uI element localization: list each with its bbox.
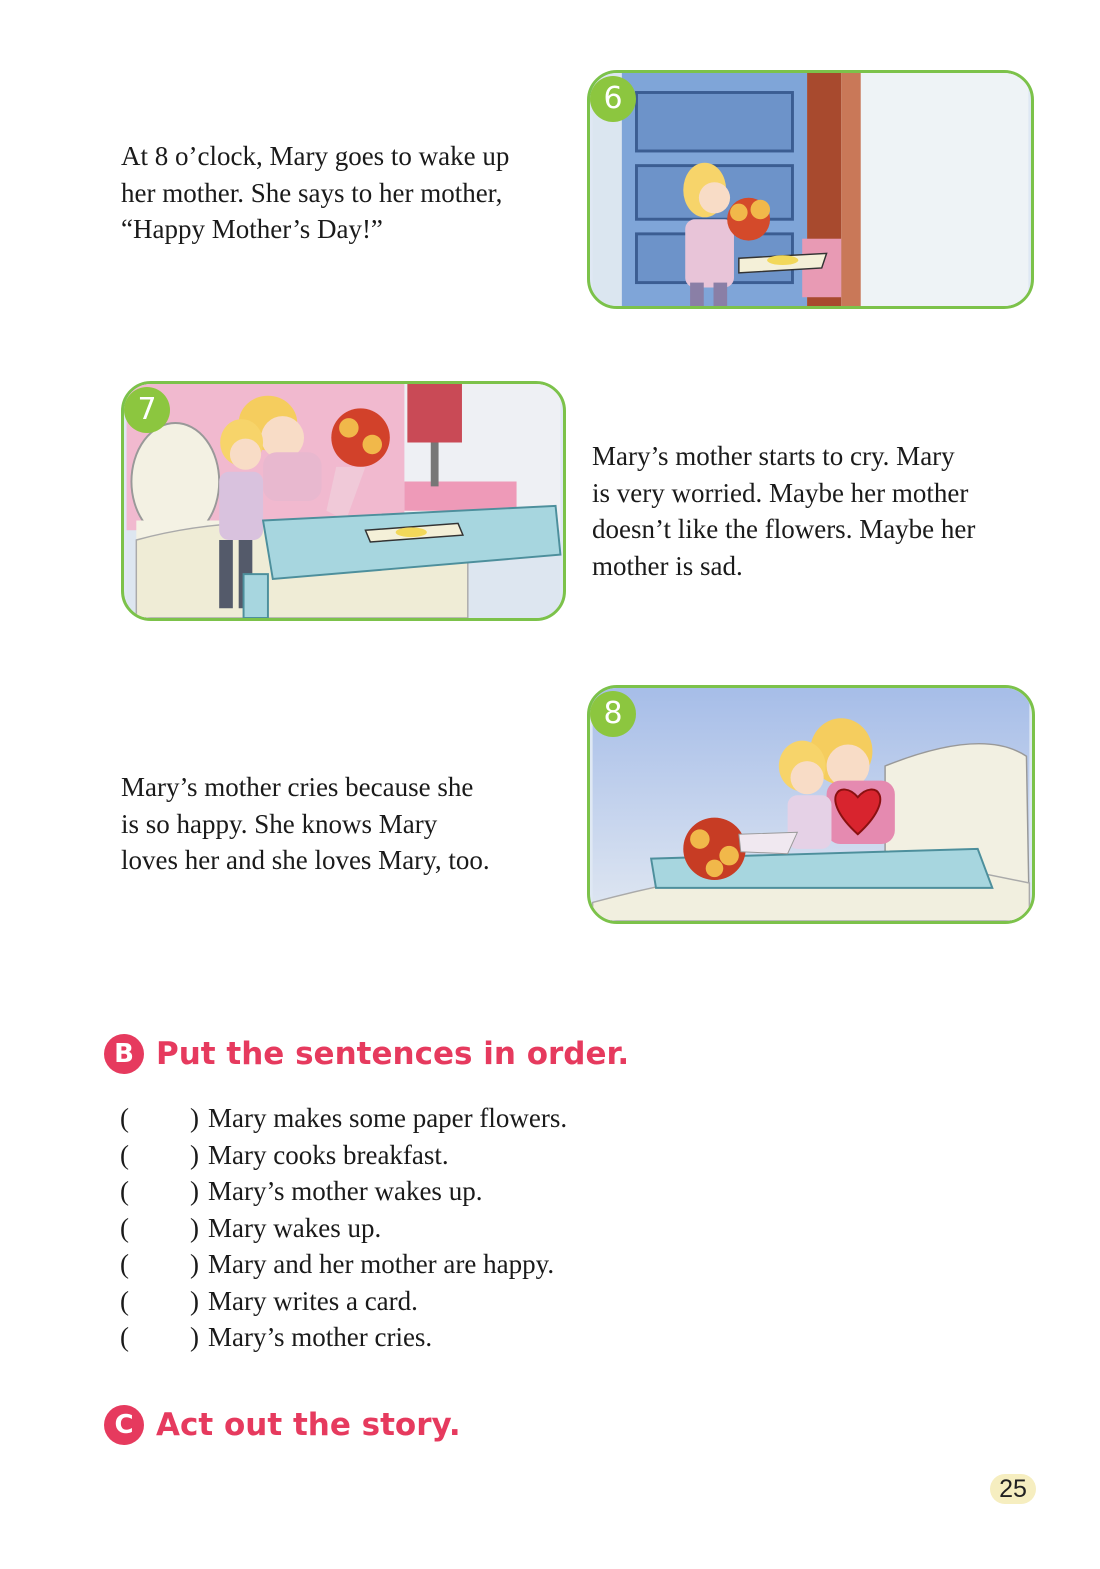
sentence-text: Mary’s mother cries.	[208, 1322, 433, 1352]
sentence-text: Mary makes some paper flowers.	[208, 1103, 568, 1133]
story-7-line: mother is sad.	[592, 550, 743, 581]
section-b-title: Put the sentences in order.	[156, 1036, 630, 1072]
story-6-line: “Happy Mother’s Day!”	[121, 214, 383, 244]
story-7-line: doesn’t like the flowers. Maybe her	[592, 514, 976, 544]
story-text-7	[592, 438, 975, 584]
answer-blank-open: (	[120, 1285, 129, 1316]
story-8-line: is so happy. She knows Mary	[121, 808, 438, 839]
sentence-text: Mary wakes up.	[208, 1212, 382, 1243]
page-number: 25	[990, 1474, 1036, 1504]
story-7-line: is very worried. Maybe her mother	[592, 477, 969, 508]
answer-blank-open: (	[120, 1139, 129, 1170]
answer-blank-close: )	[190, 1139, 199, 1170]
section-b-heading	[104, 1034, 629, 1074]
mother-in-bed-illustration	[124, 384, 563, 618]
sentence-text: Mary cooks breakfast.	[208, 1139, 449, 1170]
illustration-panel-6	[587, 70, 1034, 309]
illustration-panel-7	[121, 381, 566, 621]
answer-blank-close: )	[190, 1212, 199, 1243]
section-b-badge: B	[104, 1034, 144, 1074]
panel-number-7: 7	[124, 387, 170, 433]
story-text-8	[121, 769, 490, 879]
answer-blank-close: )	[190, 1249, 199, 1279]
section-c-title: Act out the story.	[156, 1407, 461, 1443]
illustration-panel-8	[587, 685, 1035, 924]
answer-blank-close: )	[190, 1285, 199, 1316]
answer-blank-open: (	[120, 1249, 129, 1279]
answer-blank-close: )	[190, 1103, 199, 1133]
panel-number-8: 8	[590, 691, 636, 737]
story-7-line: Mary’s mother starts to cry. Mary	[592, 441, 955, 471]
sentence-text: Mary and her mother are happy.	[208, 1249, 555, 1279]
story-6-line: her mother. She says to her mother,	[121, 177, 503, 208]
answer-blank-open: (	[120, 1322, 129, 1352]
answer-blank-open: (	[120, 1103, 129, 1133]
story-8-line: loves her and she loves Mary, too.	[121, 845, 490, 875]
answer-blank-open: (	[120, 1176, 129, 1206]
section-c-badge: C	[104, 1405, 144, 1445]
sentence-text: Mary writes a card.	[208, 1285, 418, 1316]
story-6-line: At 8 o’clock, Mary goes to wake up	[121, 141, 510, 171]
mary-at-door-illustration	[590, 73, 1031, 306]
section-c-heading	[104, 1405, 461, 1445]
sentence-text: Mary’s mother wakes up.	[208, 1176, 483, 1206]
answer-blank-close: )	[190, 1176, 199, 1206]
panel-number-6: 6	[590, 76, 636, 122]
mother-hugging-mary-illustration	[590, 688, 1032, 921]
story-text-6	[121, 138, 509, 248]
story-8-line: Mary’s mother cries because she	[121, 772, 474, 802]
answer-blank-open: (	[120, 1212, 129, 1243]
answer-blank-close: )	[190, 1322, 199, 1352]
